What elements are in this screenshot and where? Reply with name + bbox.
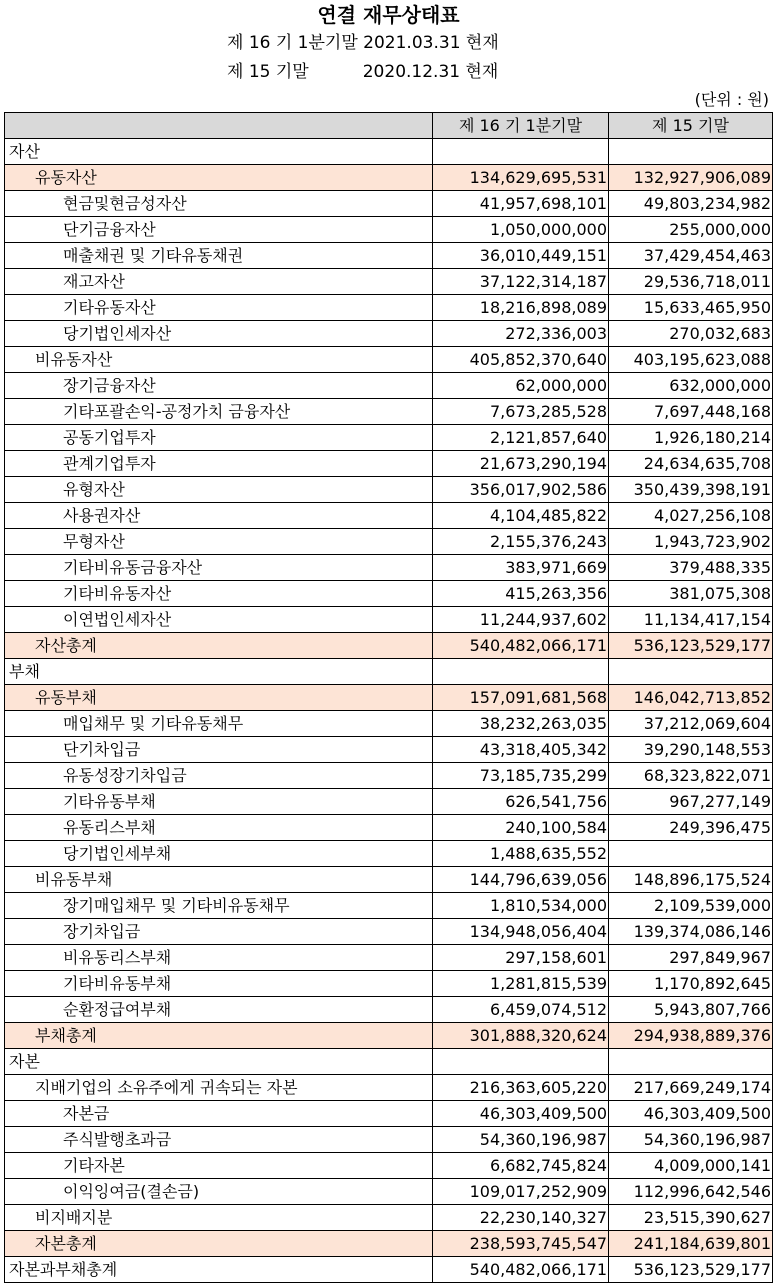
current-period-cell: 109,017,252,909 — [433, 1179, 609, 1205]
account-cell: 장기금융자산 — [5, 373, 433, 399]
account-cell: 기타포괄손익-공정가치 금융자산 — [5, 399, 433, 425]
table-row — [5, 607, 773, 633]
prior-period-cell: 68,323,822,071 — [609, 763, 773, 789]
prior-period-cell: 24,634,635,708 — [609, 451, 773, 477]
prior-period-cell: 23,515,390,627 — [609, 1205, 773, 1231]
account-cell: 유동성장기차입금 — [5, 763, 433, 789]
current-period-cell: 134,948,056,404 — [433, 919, 609, 945]
current-period-cell: 1,488,635,552 — [433, 841, 609, 867]
prior-period-cell — [609, 139, 773, 165]
account-cell: 자본과부채총계 — [5, 1257, 433, 1283]
prior-period-cell: 297,849,967 — [609, 945, 773, 971]
table-body — [5, 139, 773, 1283]
current-period-cell: 37,122,314,187 — [433, 269, 609, 295]
table-row — [5, 1101, 773, 1127]
account-cell: 매입채무 및 기타유동채무 — [5, 711, 433, 737]
prior-period-cell: 270,032,683 — [609, 321, 773, 347]
table-row — [5, 269, 773, 295]
table-row — [5, 945, 773, 971]
prior-period-cell: 241,184,639,801 — [609, 1231, 773, 1257]
prior-period-cell: 148,896,175,524 — [609, 867, 773, 893]
prior-period-cell: 381,075,308 — [609, 581, 773, 607]
table-row — [5, 165, 773, 191]
table-row — [5, 659, 773, 685]
current-period-cell: 405,852,370,640 — [433, 347, 609, 373]
prior-period-cell: 146,042,713,852 — [609, 685, 773, 711]
current-period-cell: 22,230,140,327 — [433, 1205, 609, 1231]
current-period-cell: 1,810,534,000 — [433, 893, 609, 919]
current-period-cell: 238,593,745,547 — [433, 1231, 609, 1257]
period-current: 제 16 기 1분기말 2021.03.31 현재 — [227, 33, 499, 53]
current-period-cell: 144,796,639,056 — [433, 867, 609, 893]
account-cell: 유동자산 — [5, 165, 433, 191]
prior-period-cell: 249,396,475 — [609, 815, 773, 841]
prior-period-cell: 37,429,454,463 — [609, 243, 773, 269]
table-row — [5, 139, 773, 165]
current-period-cell: 54,360,196,987 — [433, 1127, 609, 1153]
current-period-cell: 1,281,815,539 — [433, 971, 609, 997]
prior-period-cell: 112,996,642,546 — [609, 1179, 773, 1205]
current-period-cell — [433, 1049, 609, 1075]
prior-period-cell: 632,000,000 — [609, 373, 773, 399]
page-title: 연결 재무상태표 — [317, 3, 460, 27]
prior-period-cell: 255,000,000 — [609, 217, 773, 243]
table-row — [5, 321, 773, 347]
current-period-cell: 540,482,066,171 — [433, 633, 609, 659]
current-period-cell: 2,121,857,640 — [433, 425, 609, 451]
table-row — [5, 841, 773, 867]
current-period-cell: 626,541,756 — [433, 789, 609, 815]
table-row — [5, 399, 773, 425]
table-row — [5, 425, 773, 451]
account-cell: 사용권자산 — [5, 503, 433, 529]
prior-period-cell: 5,943,807,766 — [609, 997, 773, 1023]
current-period-cell: 1,050,000,000 — [433, 217, 609, 243]
table-row — [5, 581, 773, 607]
current-period-cell: 62,000,000 — [433, 373, 609, 399]
current-period-cell: 7,673,285,528 — [433, 399, 609, 425]
prior-period-cell: 39,290,148,553 — [609, 737, 773, 763]
header-account — [5, 113, 433, 139]
account-cell: 당기법인세자산 — [5, 321, 433, 347]
table-row — [5, 789, 773, 815]
table-row — [5, 685, 773, 711]
prior-period-cell: 15,633,465,950 — [609, 295, 773, 321]
current-period-cell: 46,303,409,500 — [433, 1101, 609, 1127]
account-cell: 관계기업투자 — [5, 451, 433, 477]
account-cell: 매출채권 및 기타유동채권 — [5, 243, 433, 269]
prior-period-cell: 139,374,086,146 — [609, 919, 773, 945]
current-period-cell: 415,263,356 — [433, 581, 609, 607]
account-cell: 현금및현금성자산 — [5, 191, 433, 217]
table-row — [5, 555, 773, 581]
current-period-cell: 157,091,681,568 — [433, 685, 609, 711]
table-row — [5, 451, 773, 477]
account-cell: 당기법인세부채 — [5, 841, 433, 867]
account-cell: 순환정급여부채 — [5, 997, 433, 1023]
header-current-period: 제 16 기 1분기말 — [433, 113, 609, 139]
account-cell: 비유동자산 — [5, 347, 433, 373]
table-row — [5, 373, 773, 399]
prior-period-cell: 1,943,723,902 — [609, 529, 773, 555]
table-row — [5, 1257, 773, 1283]
unit-label: (단위 : 원) — [694, 90, 769, 109]
current-period-cell: 383,971,669 — [433, 555, 609, 581]
prior-period-cell: 350,439,398,191 — [609, 477, 773, 503]
table-row — [5, 867, 773, 893]
table-row — [5, 1023, 773, 1049]
account-cell: 장기차입금 — [5, 919, 433, 945]
current-period-cell: 301,888,320,624 — [433, 1023, 609, 1049]
current-period-cell: 6,682,745,824 — [433, 1153, 609, 1179]
account-cell: 부채총계 — [5, 1023, 433, 1049]
account-cell: 이연법인세자산 — [5, 607, 433, 633]
account-cell: 지배기업의 소유주에게 귀속되는 자본 — [5, 1075, 433, 1101]
current-period-cell: 36,010,449,151 — [433, 243, 609, 269]
account-cell: 유동부채 — [5, 685, 433, 711]
account-cell: 유형자산 — [5, 477, 433, 503]
account-cell: 단기금융자산 — [5, 217, 433, 243]
account-cell: 부채 — [5, 659, 433, 685]
prior-period-cell — [609, 659, 773, 685]
table-row — [5, 1127, 773, 1153]
table-row — [5, 1205, 773, 1231]
current-period-cell: 21,673,290,194 — [433, 451, 609, 477]
table-row — [5, 737, 773, 763]
header-prior-period: 제 15 기말 — [609, 113, 773, 139]
table-row — [5, 1049, 773, 1075]
account-cell: 자산총계 — [5, 633, 433, 659]
table-row — [5, 529, 773, 555]
current-period-cell: 11,244,937,602 — [433, 607, 609, 633]
account-cell: 기타유동자산 — [5, 295, 433, 321]
prior-period-cell: 46,303,409,500 — [609, 1101, 773, 1127]
account-cell: 비유동부채 — [5, 867, 433, 893]
table-row — [5, 633, 773, 659]
prior-period-cell: 4,009,000,141 — [609, 1153, 773, 1179]
current-period-cell: 6,459,074,512 — [433, 997, 609, 1023]
prior-period-cell: 217,669,249,174 — [609, 1075, 773, 1101]
table-row — [5, 295, 773, 321]
current-period-cell: 43,318,405,342 — [433, 737, 609, 763]
table-row — [5, 1153, 773, 1179]
prior-period-cell: 11,134,417,154 — [609, 607, 773, 633]
account-cell: 자본금 — [5, 1101, 433, 1127]
current-period-cell: 272,336,003 — [433, 321, 609, 347]
current-period-cell: 38,232,263,035 — [433, 711, 609, 737]
prior-period-cell: 4,027,256,108 — [609, 503, 773, 529]
account-cell: 기타유동부채 — [5, 789, 433, 815]
current-period-cell: 41,957,698,101 — [433, 191, 609, 217]
current-period-cell: 134,629,695,531 — [433, 165, 609, 191]
account-cell: 주식발행초과금 — [5, 1127, 433, 1153]
prior-period-cell: 132,927,906,089 — [609, 165, 773, 191]
table-row — [5, 243, 773, 269]
prior-period-cell: 37,212,069,604 — [609, 711, 773, 737]
current-period-cell: 4,104,485,822 — [433, 503, 609, 529]
current-period-cell: 356,017,902,586 — [433, 477, 609, 503]
table-row — [5, 191, 773, 217]
account-cell: 기타비유동자산 — [5, 581, 433, 607]
account-cell: 자본총계 — [5, 1231, 433, 1257]
table-row — [5, 347, 773, 373]
prior-period-cell: 536,123,529,177 — [609, 633, 773, 659]
account-cell: 공동기업투자 — [5, 425, 433, 451]
table-row — [5, 815, 773, 841]
account-cell: 유동리스부채 — [5, 815, 433, 841]
prior-period-cell: 7,697,448,168 — [609, 399, 773, 425]
table-row — [5, 763, 773, 789]
table-row — [5, 477, 773, 503]
account-cell: 재고자산 — [5, 269, 433, 295]
prior-period-cell — [609, 1049, 773, 1075]
account-cell: 비유동리스부채 — [5, 945, 433, 971]
prior-period-cell — [609, 841, 773, 867]
table-row — [5, 997, 773, 1023]
prior-period-cell: 967,277,149 — [609, 789, 773, 815]
table-row — [5, 503, 773, 529]
prior-period-cell: 29,536,718,011 — [609, 269, 773, 295]
current-period-cell: 18,216,898,089 — [433, 295, 609, 321]
prior-period-cell: 2,109,539,000 — [609, 893, 773, 919]
table-row — [5, 711, 773, 737]
prior-period-cell: 294,938,889,376 — [609, 1023, 773, 1049]
prior-period-cell: 54,360,196,987 — [609, 1127, 773, 1153]
current-period-cell: 540,482,066,171 — [433, 1257, 609, 1283]
current-period-cell: 216,363,605,220 — [433, 1075, 609, 1101]
prior-period-cell: 403,195,623,088 — [609, 347, 773, 373]
account-cell: 비지배지분 — [5, 1205, 433, 1231]
period-prior: 제 15 기말 2020.12.31 현재 — [227, 62, 499, 82]
table-header-row — [5, 113, 773, 139]
account-cell: 자본 — [5, 1049, 433, 1075]
current-period-cell — [433, 659, 609, 685]
prior-period-cell: 49,803,234,982 — [609, 191, 773, 217]
account-cell: 기타자본 — [5, 1153, 433, 1179]
current-period-cell: 73,185,735,299 — [433, 763, 609, 789]
account-cell: 이익잉여금(결손금) — [5, 1179, 433, 1205]
prior-period-cell: 1,170,892,645 — [609, 971, 773, 997]
table-row — [5, 919, 773, 945]
table-row — [5, 971, 773, 997]
table-row — [5, 217, 773, 243]
account-cell: 자산 — [5, 139, 433, 165]
account-cell: 무형자산 — [5, 529, 433, 555]
account-cell: 단기차입금 — [5, 737, 433, 763]
current-period-cell: 240,100,584 — [433, 815, 609, 841]
prior-period-cell: 379,488,335 — [609, 555, 773, 581]
balance-sheet-table — [4, 112, 773, 1283]
table-row — [5, 1179, 773, 1205]
table-row — [5, 1075, 773, 1101]
table-row — [5, 1231, 773, 1257]
account-cell: 기타비유동금융자산 — [5, 555, 433, 581]
current-period-cell — [433, 139, 609, 165]
account-cell: 장기매입채무 및 기타비유동채무 — [5, 893, 433, 919]
table-row — [5, 893, 773, 919]
prior-period-cell: 536,123,529,177 — [609, 1257, 773, 1283]
prior-period-cell: 1,926,180,214 — [609, 425, 773, 451]
account-cell: 기타비유동부채 — [5, 971, 433, 997]
current-period-cell: 297,158,601 — [433, 945, 609, 971]
current-period-cell: 2,155,376,243 — [433, 529, 609, 555]
